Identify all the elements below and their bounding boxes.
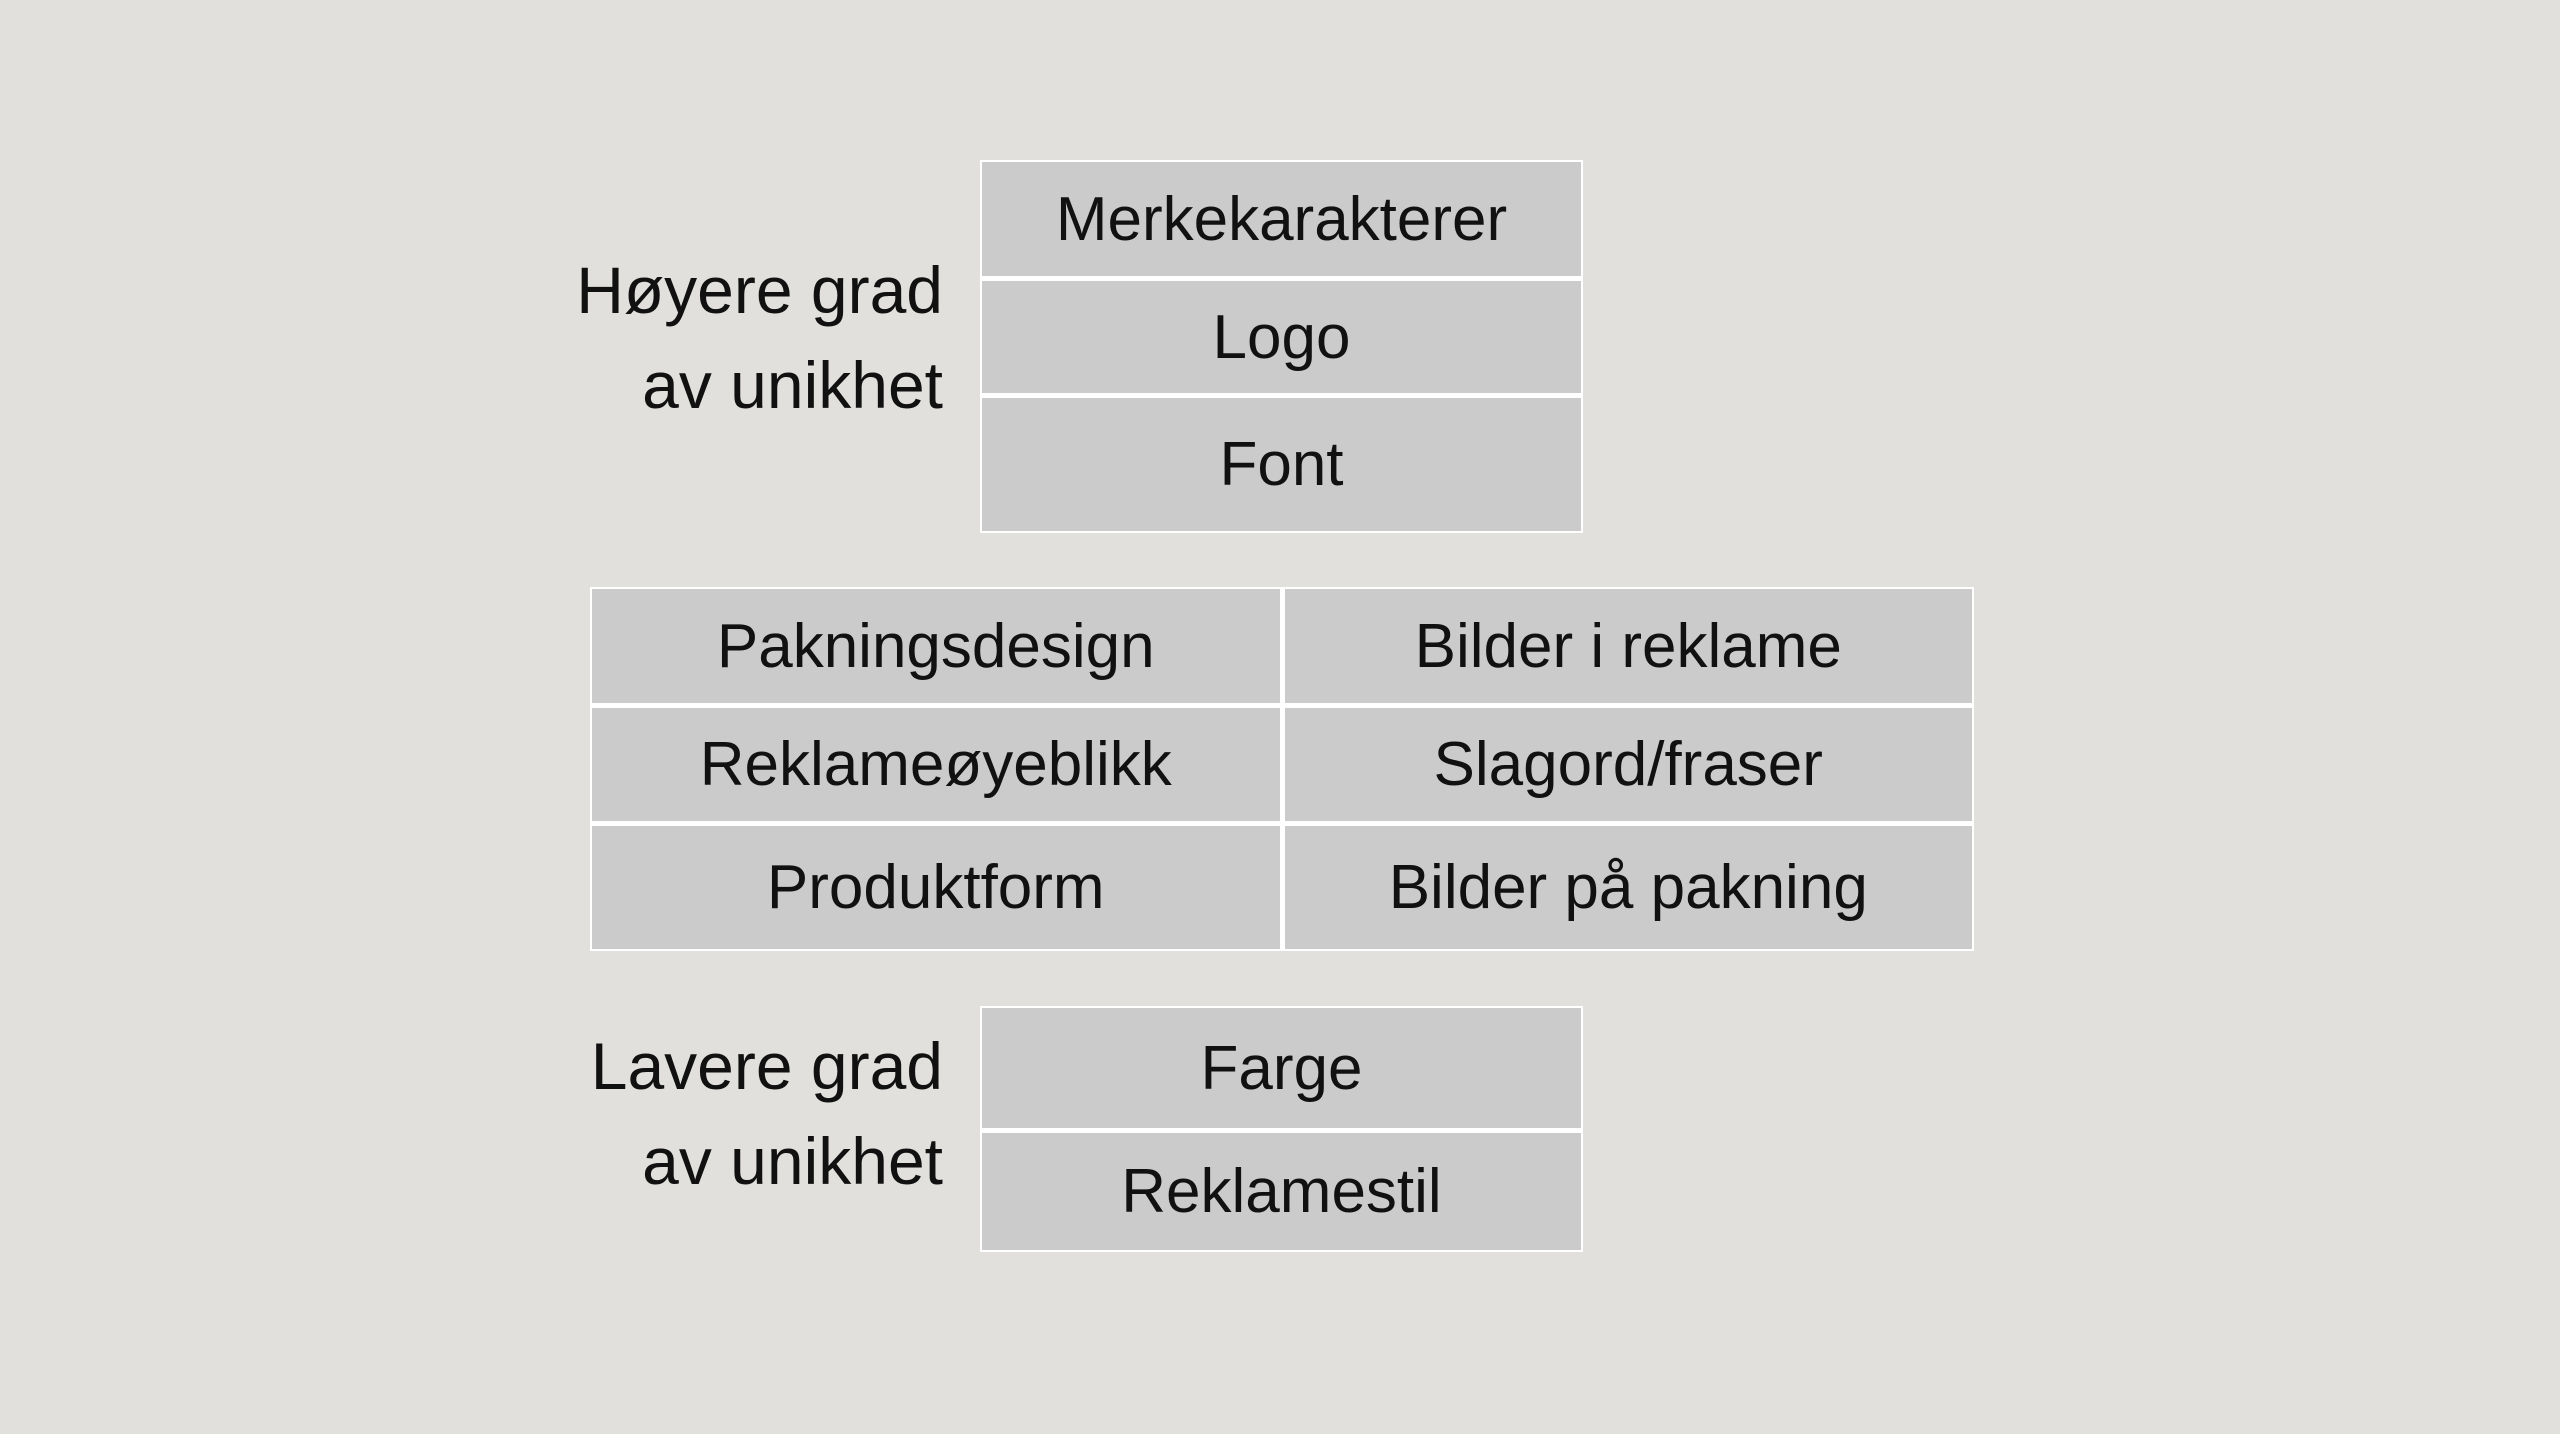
lower-uniqueness-label	[591, 1019, 943, 1209]
cell-logo: Logo	[982, 281, 1581, 393]
middle-uniqueness-grid	[590, 587, 1974, 951]
cell-farge: Farge	[982, 1008, 1581, 1128]
lower-uniqueness-grid	[980, 1006, 1583, 1252]
higher-uniqueness-label	[576, 243, 943, 433]
higher-label-line-2: av unikhet	[642, 348, 943, 422]
higher-label-line-1: Høyere grad	[576, 253, 943, 327]
cell-reklamestil: Reklamestil	[982, 1133, 1581, 1250]
cell-merkekarakterer: Merkekarakterer	[982, 162, 1581, 276]
cell-reklameoyeblikk: Reklameøyeblikk	[592, 708, 1280, 821]
cell-bilder-i-reklame: Bilder i reklame	[1285, 589, 1973, 703]
lower-label-line-2: av unikhet	[642, 1124, 943, 1198]
cell-pakningsdesign: Pakningsdesign	[592, 589, 1280, 703]
lower-label-line-1: Lavere grad	[590, 1029, 943, 1103]
higher-uniqueness-grid	[980, 160, 1583, 533]
cell-slagord-fraser: Slagord/fraser	[1285, 708, 1973, 821]
cell-produktform: Produktform	[592, 826, 1280, 949]
cell-font: Font	[982, 398, 1581, 531]
cell-bilder-pa-pakning: Bilder på pakning	[1285, 826, 1973, 949]
